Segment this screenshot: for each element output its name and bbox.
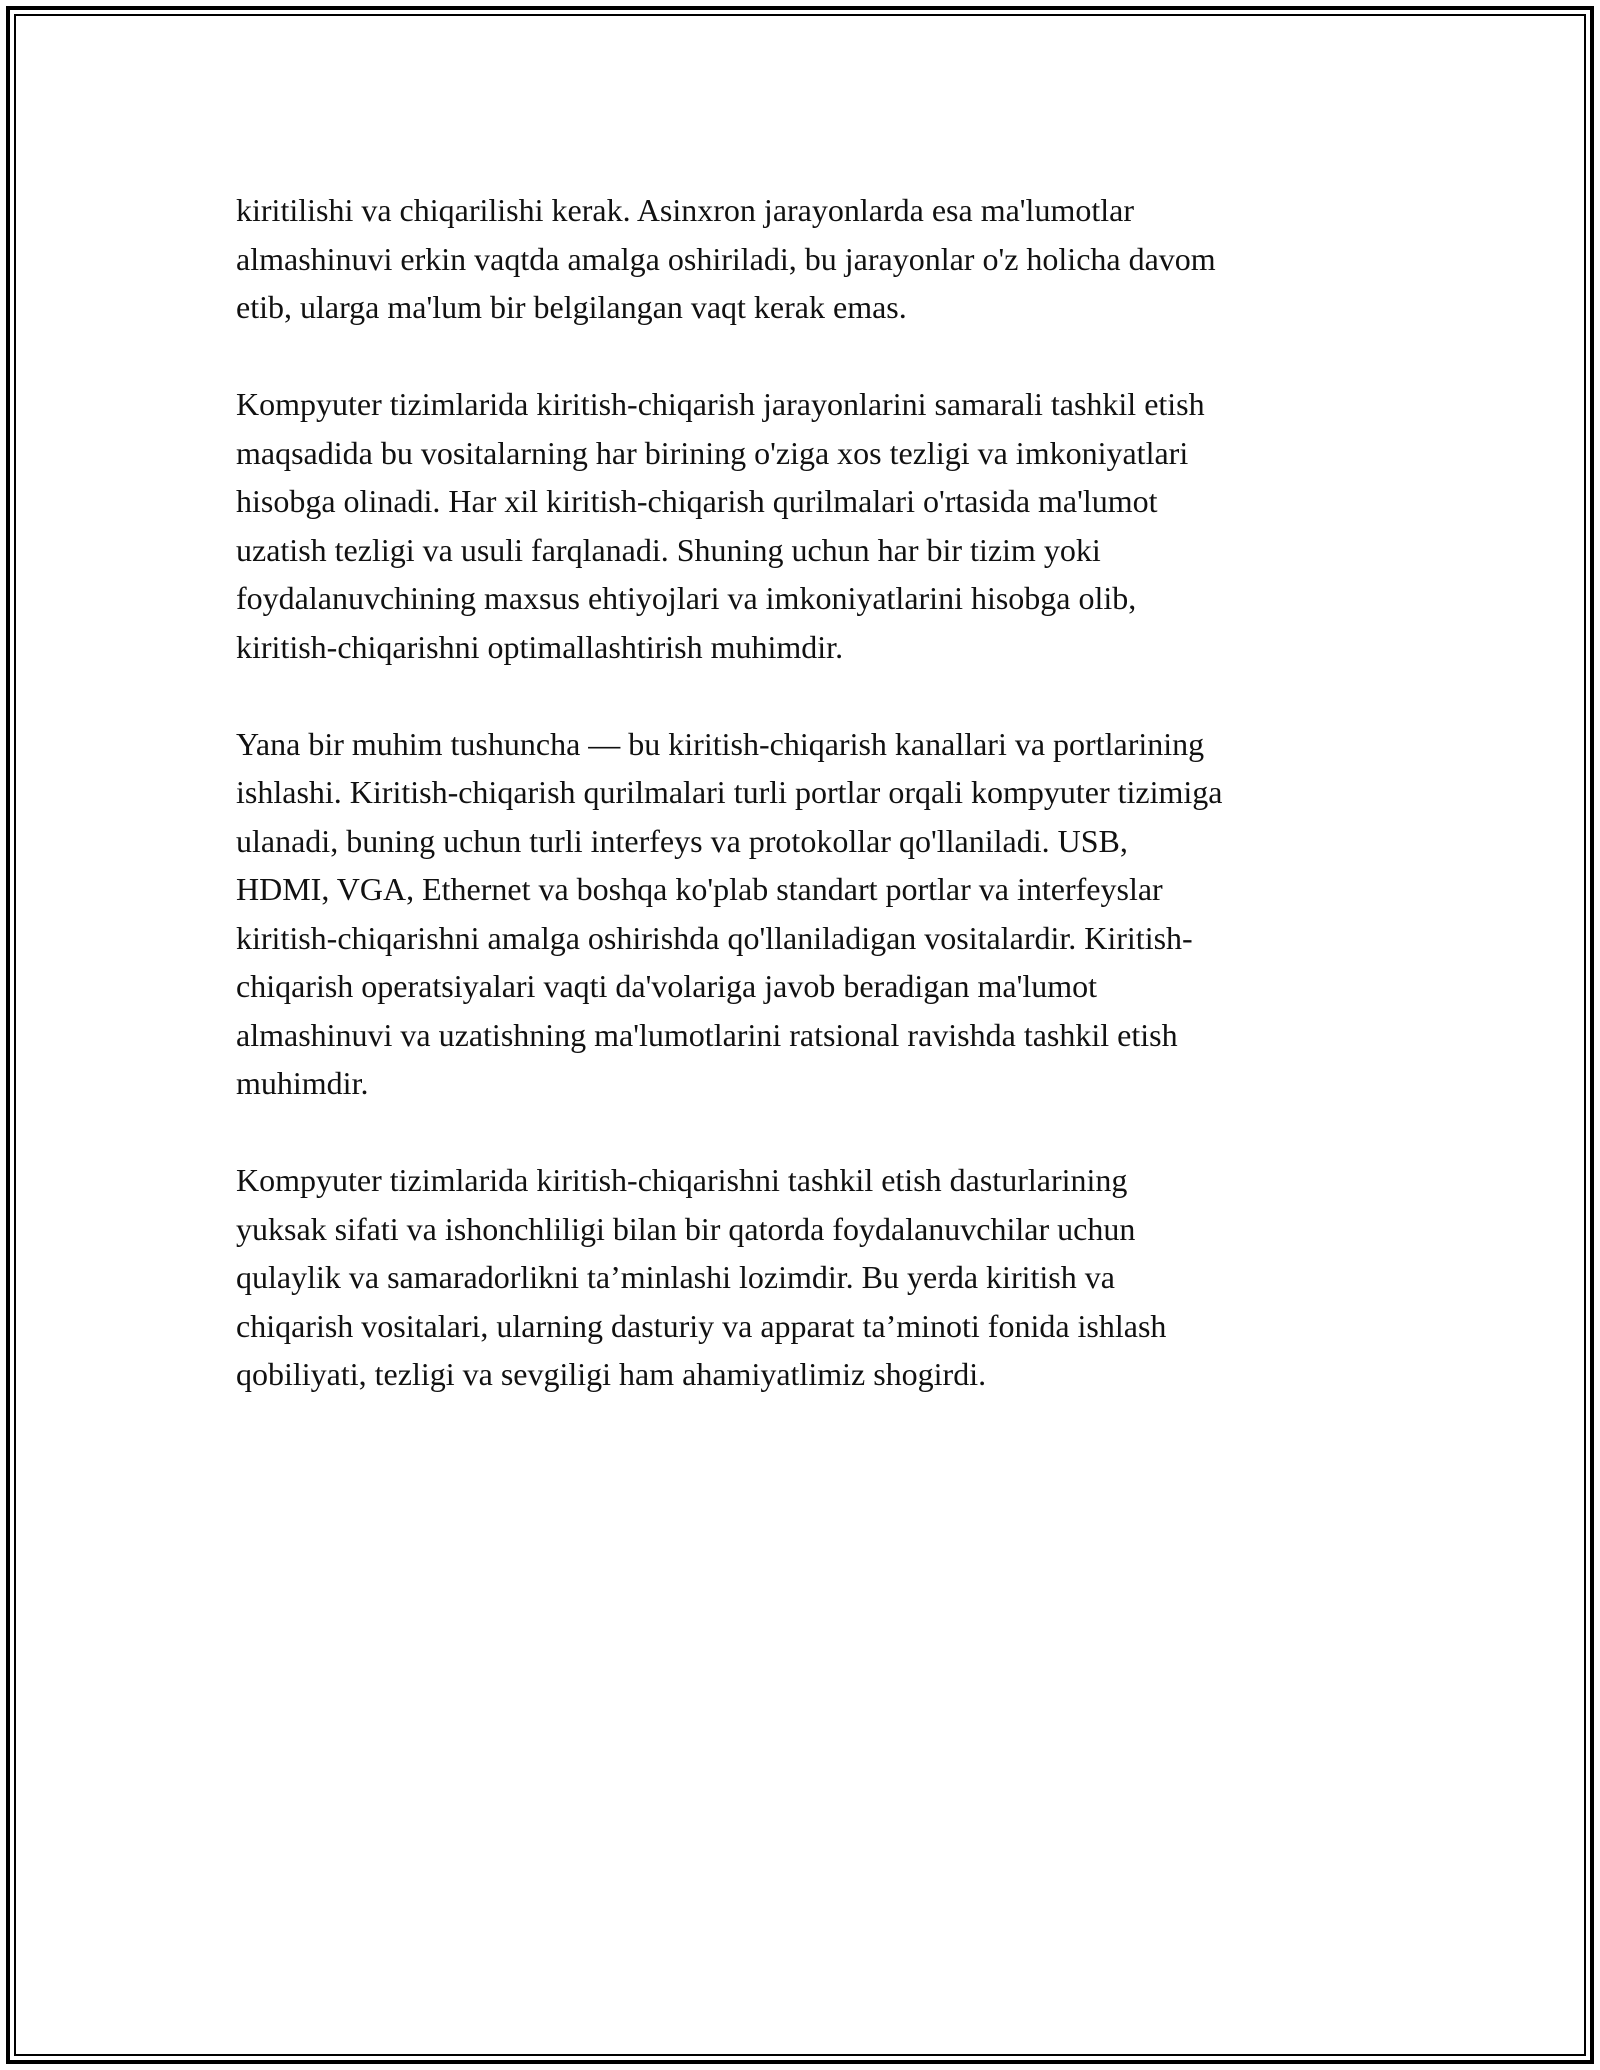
document-body xyxy=(236,186,1366,1447)
paragraph-2: Kompyuter tizimlarida kiritish-chiqarish jarayonlarini samarali tashkil etish maqsadida bu vositalarning har birining o'ziga xos tezligi va imkoniyatlari hisobga olinadi. Har xil kiritish-chiqarish qurilmalari o'rtasida ma'lumot uzatish tezligi va usuli farqlanadi. Shuning uchun har bir tizim yoki foydalanuvchining maxsus ehtiyojlari va imkoniyatlarini hisobga olib, kiritish-chiqarishni optimallashtirish muhimdir. xyxy=(236,386,1205,665)
paragraph-1: kiritilishi va chiqarilishi kerak. Asinxron jarayonlarda esa ma'lumotlar almashinuvi erkin vaqtda amalga oshiriladi, bu jarayonlar o'z holicha davom etib, ularga ma'lum bir belgilangan vaqt kerak emas. xyxy=(236,192,1216,325)
paragraph-4: Kompyuter tizimlarida kiritish-chiqarishni tashkil etish dasturlarining yuksak sifati va ishonchliligi bilan bir qatorda foydalanuvchilar uchun qulaylik va samaradorlikni ta’minlashi lozimdir. Bu yerda kiritish va chiqarish vositalari, ularning dasturiy va apparat ta’minoti fonida ishlash qobiliyati, tezligi va sevgiligi ham ahamiyatlimiz shogirdi. xyxy=(236,1162,1167,1392)
paragraph-3: Yana bir muhim tushuncha — bu kiritish-chiqarish kanallari va portlarining ishlashi. Kiritish-chiqarish qurilmalari turli portlar orqali kompyuter tizimiga ulanadi, buning uchun turli interfeys va protokollar qo'llaniladi. USB, HDMI, VGA, Ethernet va boshqa ko'plab standart portlar va interfeyslar kiritish-chiqarishni amalga oshirishda qo'llaniladigan vositalardir. Kiritish- chiqarish operatsiyalari vaqti da'volariga javob beradigan ma'lumot almashinuvi va uzatishning ma'lumotlarini ratsional ravishda tashkil etish muhimdir. xyxy=(236,725,1223,1101)
